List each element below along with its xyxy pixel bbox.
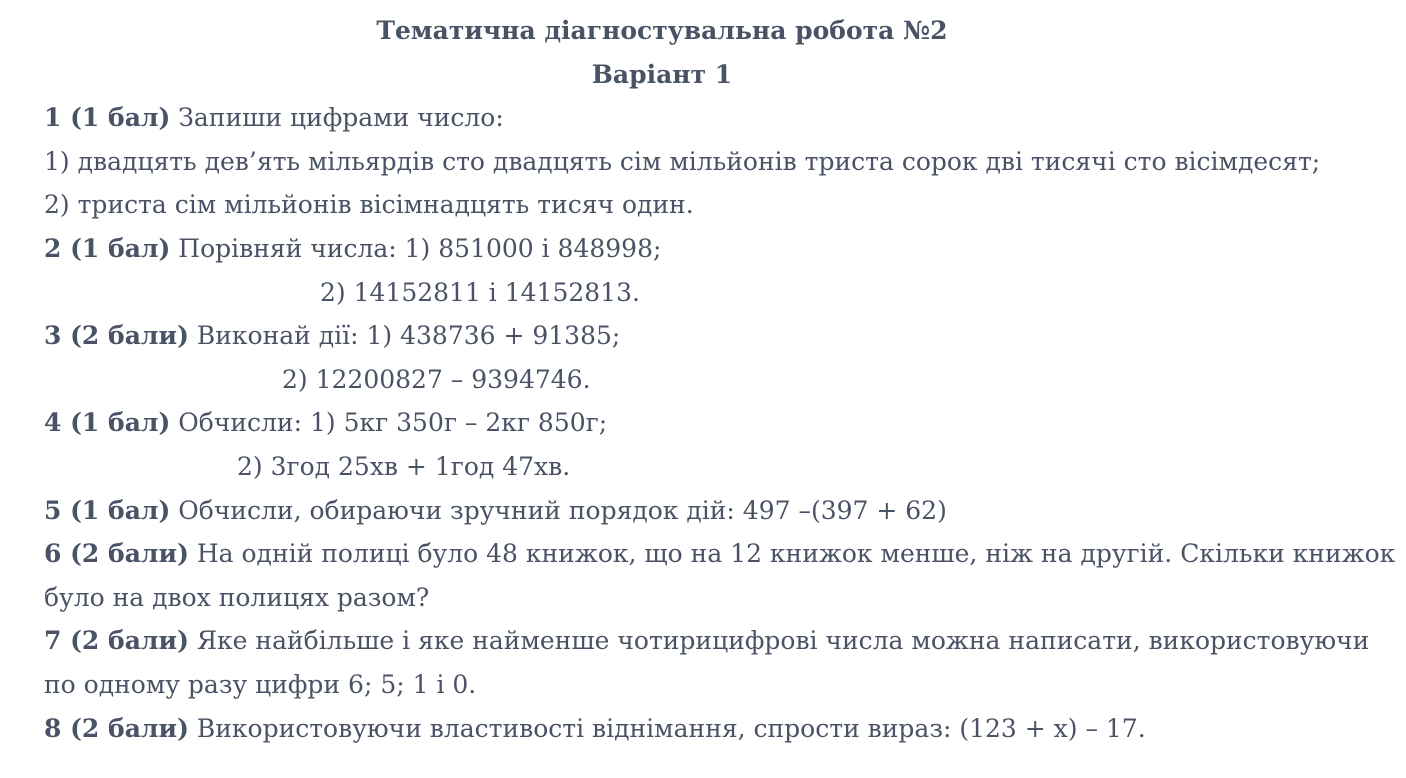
task-4 [44,401,1374,445]
task-1-item-2: 2) триста сім мільйонів вісімнадцять тисяч один. [44,190,694,220]
task-5 [44,489,1374,533]
task-3-text: Виконай дії: 1) 438736 + 91385; [188,321,621,351]
task-1-score: 1 (1 бал) [44,103,171,133]
task-2 [44,227,1374,271]
task-5-text: Обчисли, обираючи зручний порядок дій: 497 –(397 + 62) [170,495,947,525]
task-5-score: 5 (1 бал) [44,495,171,525]
task-6-score: 6 (2 бали) [44,539,189,569]
task-6-continuation: було на двох полицях разом? [44,582,430,612]
task-6 [44,532,1396,576]
task-8-text: Використовуючи властивості віднімання, спрости вираз: (123 + х) – 17. [188,713,1146,743]
document-title: Тематична діагностувальна робота №2 [376,16,948,45]
task-1-item-1: 1) двадцять дев’ять мільярдів сто двадцять сім мільйонів триста сорок дві тисячі сто вісімдесят; [44,146,1321,176]
task-6-text: На одній полиці було 48 книжок, що на 12 книжок менше, ніж на другій. Скільки книжок [188,539,1396,569]
task-2-text: Порівняй числа: 1) 851000 і 848998; [170,233,662,263]
task-4-text: Обчисли: 1) 5кг 350г – 2кг 850г; [170,408,608,438]
task-4-score: 4 (1 бал) [44,408,171,438]
task-3-score: 3 (2 бали) [44,321,189,351]
variant-heading: Варіант 1 [591,59,733,89]
task-7-continuation: по одному разу цифри 6; 5; 1 і 0. [44,669,477,699]
document [44,9,1396,750]
task-7-score: 7 (2 бали) [44,626,189,656]
task-7-text: Яке найбільше і яке найменше чотирицифрові числа можна написати, використовуючи [188,626,1370,656]
task-2-item-2: 2) 14152811 і 14152813. [320,277,640,307]
task-8 [44,707,1374,751]
task-1-text: Запиши цифрами число: [170,103,504,133]
task-7 [44,619,1374,663]
task-4-item-2: 2) 3год 25хв + 1год 47хв. [237,451,571,481]
task-1 [44,96,1374,140]
task-8-score: 8 (2 бали) [44,713,189,743]
task-2-score: 2 (1 бал) [44,233,171,263]
task-3-item-2: 2) 12200827 – 9394746. [282,364,591,394]
task-3 [44,314,1374,358]
